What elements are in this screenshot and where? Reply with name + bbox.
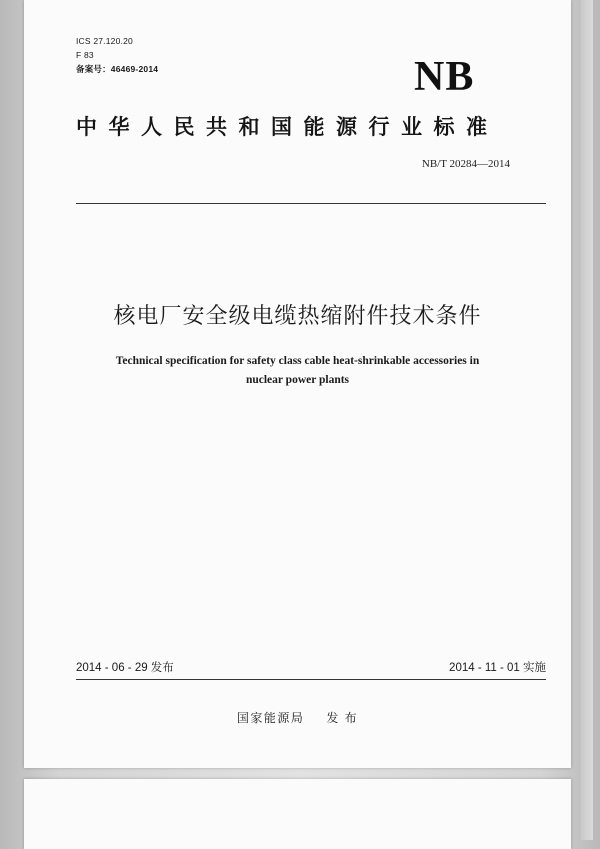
issuer-name: 国家能源局 <box>236 711 305 725</box>
implementation-date: 2014 - 11 - 01 实施 <box>449 662 546 674</box>
standard-type-title: 中华人民共和国能源行业标准 <box>76 115 499 139</box>
next-page-preview <box>24 779 571 849</box>
header-divider <box>76 203 546 204</box>
ics-code: ICS 27.120.20 <box>76 36 133 46</box>
nb-logo: NB <box>414 54 475 100</box>
issuing-authority <box>24 710 571 726</box>
english-title-line-1: Technical specification for safety class cable heat-shrinkable accessories in <box>115 355 480 367</box>
viewer-edge <box>581 0 593 840</box>
issue-date: 2014 - 06 - 29 发布 <box>76 662 174 674</box>
issue-verb: 发 布 <box>326 711 359 725</box>
record-number: 备案号：46469-2014 <box>76 64 159 74</box>
document-page <box>24 0 571 768</box>
standard-number: NB/T 20284—2014 <box>421 158 510 170</box>
footer-divider <box>76 679 546 680</box>
document-title-chinese: 核电厂安全级电缆热缩附件技术条件 <box>113 304 482 329</box>
ccs-code: F 83 <box>76 50 94 60</box>
document-title-english <box>54 352 541 390</box>
english-title-line-2: nuclear power plants <box>245 374 350 386</box>
